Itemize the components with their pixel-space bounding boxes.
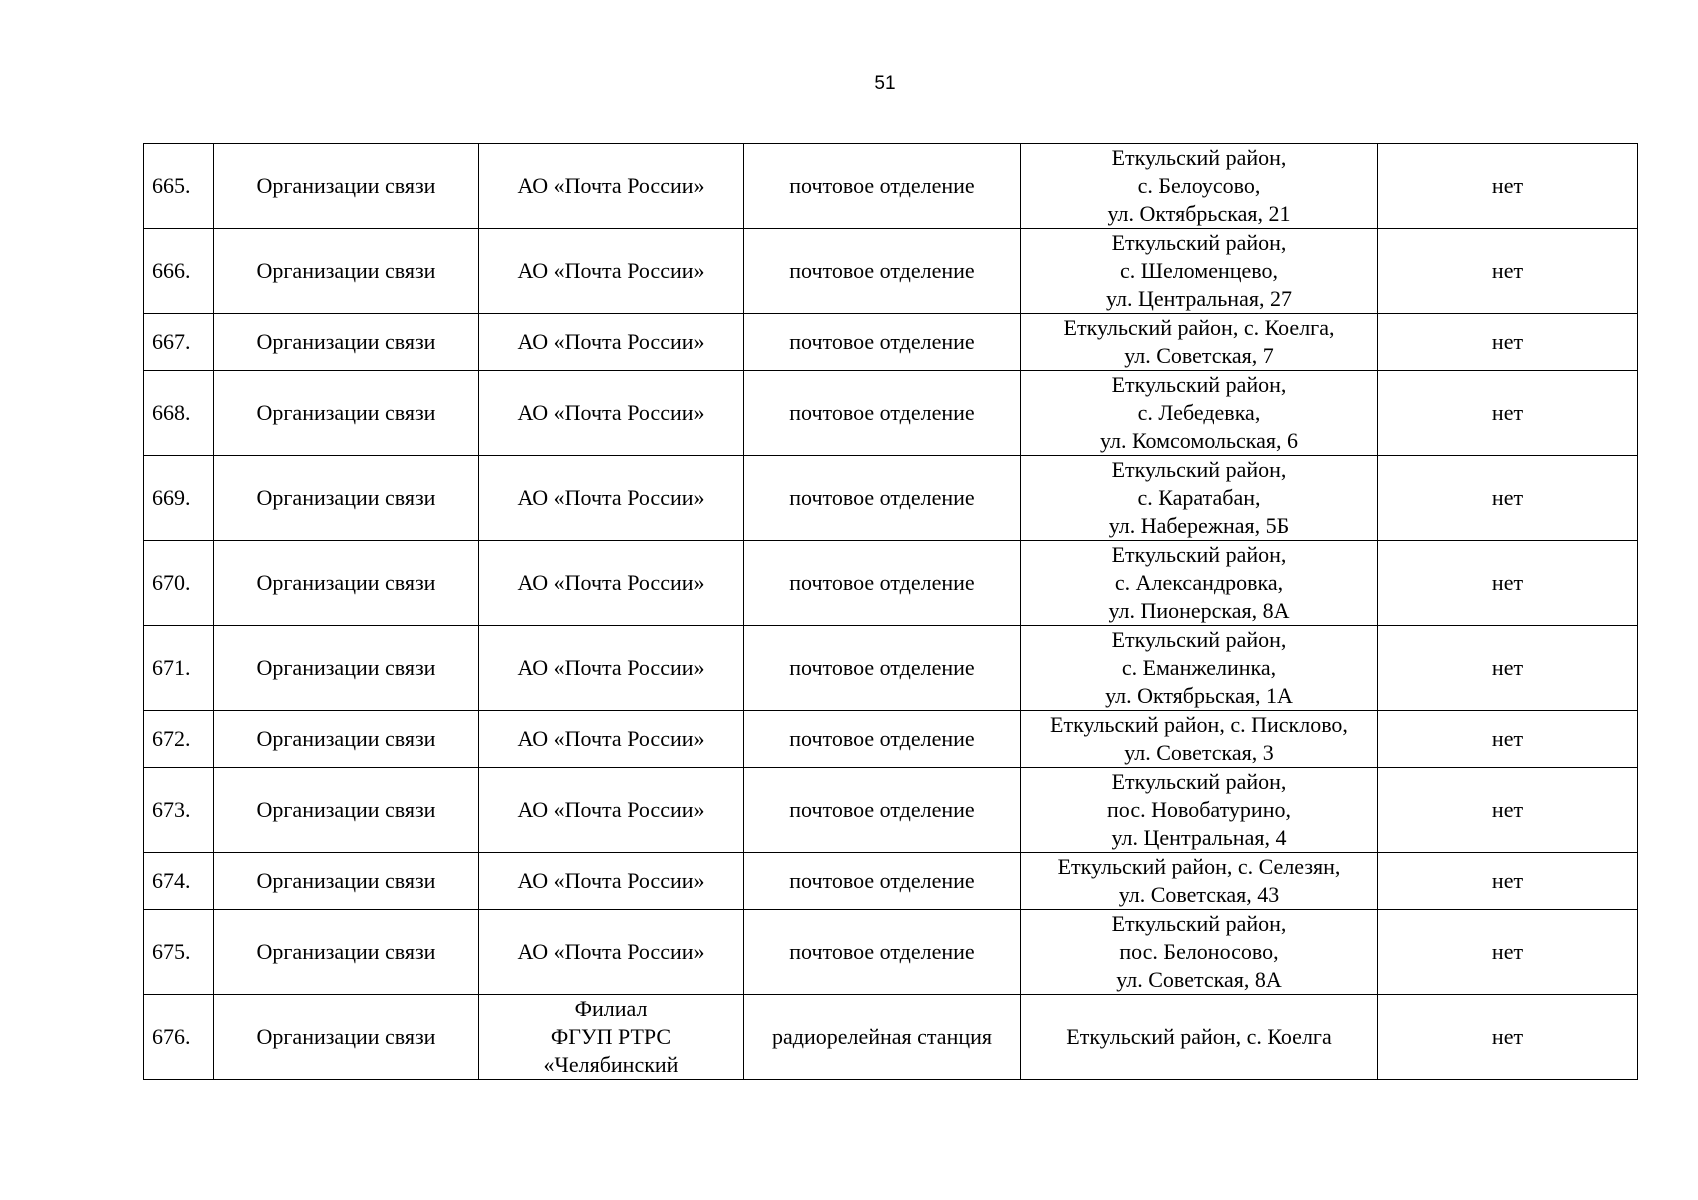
object-type-cell (744, 456, 1021, 541)
organization-cell (479, 995, 744, 1080)
object-type-cell (744, 711, 1021, 768)
row-number-cell (144, 371, 214, 456)
availability-cell (1378, 314, 1638, 371)
category-text: Организации связи (256, 1024, 436, 1049)
address-line: ул. Советская, 43 (1118, 882, 1280, 907)
category-text: Организации связи (256, 258, 436, 283)
address-line: Еткульский район, (1111, 372, 1287, 397)
category-cell (214, 853, 479, 910)
address-line: Еткульский район, (1111, 627, 1287, 652)
availability-text: нет (1491, 939, 1524, 964)
row-number-cell (144, 711, 214, 768)
address-line: с. Шеломенцево, (1119, 258, 1279, 283)
address-line: с. Александровка, (1114, 570, 1284, 595)
address-cell (1021, 371, 1378, 456)
address-line: ул. Набережная, 5Б (1108, 513, 1290, 538)
table-row (144, 711, 1638, 768)
table-row (144, 229, 1638, 314)
category-text: Организации связи (256, 570, 436, 595)
category-cell (214, 995, 479, 1080)
availability-text: нет (1491, 655, 1524, 680)
organization-cell (479, 853, 744, 910)
object-type-cell (744, 995, 1021, 1080)
row-number: 669. (152, 485, 191, 510)
address-line: ул. Центральная, 27 (1106, 286, 1292, 311)
table-row (144, 314, 1638, 371)
table-body (144, 144, 1638, 1080)
address-cell (1021, 541, 1378, 626)
address-line: ул. Центральная, 4 (1111, 825, 1287, 850)
availability-text: нет (1491, 400, 1524, 425)
organization-cell (479, 711, 744, 768)
address-line: Еткульский район, (1111, 145, 1287, 170)
category-text: Организации связи (256, 655, 436, 680)
object-type-text: почтовое отделение (789, 868, 975, 893)
object-type-text: почтовое отделение (789, 939, 975, 964)
organization-line: АО «Почта России» (517, 655, 705, 680)
availability-cell (1378, 229, 1638, 314)
organization-cell (479, 371, 744, 456)
address-cell (1021, 144, 1378, 229)
organization-line: АО «Почта России» (517, 868, 705, 893)
address-line: пос. Белоносово, (1119, 939, 1279, 964)
organization-line: «Челябинский (543, 1052, 679, 1077)
object-type-cell (744, 910, 1021, 995)
object-type-text: почтовое отделение (789, 655, 975, 680)
organization-line: ФГУП РТРС (550, 1024, 672, 1049)
availability-text: нет (1491, 173, 1524, 198)
organization-cell (479, 229, 744, 314)
category-text: Организации связи (256, 726, 436, 751)
availability-text: нет (1491, 329, 1524, 354)
object-type-cell (744, 768, 1021, 853)
category-cell (214, 456, 479, 541)
organization-line: АО «Почта России» (517, 329, 705, 354)
address-cell (1021, 229, 1378, 314)
organization-line: АО «Почта России» (517, 570, 705, 595)
availability-text: нет (1491, 258, 1524, 283)
organization-cell (479, 910, 744, 995)
object-type-cell (744, 144, 1021, 229)
address-line: с. Еманжелинка, (1121, 655, 1277, 680)
availability-text: нет (1491, 797, 1524, 822)
row-number: 672. (152, 726, 191, 751)
category-cell (214, 541, 479, 626)
address-line: Еткульский район, с. Коелга, (1063, 315, 1335, 340)
category-text: Организации связи (256, 797, 436, 822)
row-number: 668. (152, 400, 191, 425)
organization-line: АО «Почта России» (517, 400, 705, 425)
availability-cell (1378, 853, 1638, 910)
organization-line: АО «Почта России» (517, 173, 705, 198)
row-number: 673. (152, 797, 191, 822)
address-line: ул. Октябрьская, 21 (1107, 201, 1291, 226)
organization-line: АО «Почта России» (517, 258, 705, 283)
facilities-table (143, 143, 1638, 1080)
organization-line: АО «Почта России» (517, 797, 705, 822)
address-line: Еткульский район, (1111, 769, 1287, 794)
row-number-cell (144, 456, 214, 541)
category-text: Организации связи (256, 173, 436, 198)
address-cell (1021, 853, 1378, 910)
category-cell (214, 144, 479, 229)
organization-cell (479, 626, 744, 711)
address-line: с. Каратабан, (1137, 485, 1261, 510)
address-line: ул. Советская, 8А (1116, 967, 1282, 992)
category-cell (214, 314, 479, 371)
row-number-cell (144, 144, 214, 229)
organization-cell (479, 314, 744, 371)
address-line: Еткульский район, с. Селезян, (1057, 854, 1341, 879)
category-text: Организации связи (256, 485, 436, 510)
row-number-cell (144, 314, 214, 371)
address-line: с. Лебедевка, (1137, 400, 1261, 425)
table-row (144, 853, 1638, 910)
availability-cell (1378, 371, 1638, 456)
organization-cell (479, 144, 744, 229)
row-number: 671. (152, 655, 191, 680)
category-text: Организации связи (256, 329, 436, 354)
availability-text: нет (1491, 1024, 1524, 1049)
category-cell (214, 229, 479, 314)
organization-cell (479, 541, 744, 626)
table-row (144, 371, 1638, 456)
organization-line: Филиал (574, 996, 648, 1021)
availability-text: нет (1491, 726, 1524, 751)
row-number: 670. (152, 570, 191, 595)
address-cell (1021, 995, 1378, 1080)
address-line: ул. Советская, 3 (1124, 740, 1274, 765)
organization-cell (479, 456, 744, 541)
row-number: 674. (152, 868, 191, 893)
address-line: Еткульский район, (1111, 911, 1287, 936)
object-type-cell (744, 314, 1021, 371)
organization-line: АО «Почта России» (517, 939, 705, 964)
row-number: 666. (152, 258, 191, 283)
address-line: ул. Октябрьская, 1А (1105, 683, 1293, 708)
organization-line: АО «Почта России» (517, 726, 705, 751)
address-line: Еткульский район, (1111, 230, 1287, 255)
row-number: 675. (152, 939, 191, 964)
address-cell (1021, 314, 1378, 371)
category-cell (214, 910, 479, 995)
row-number: 665. (152, 173, 191, 198)
object-type-cell (744, 626, 1021, 711)
page-number: 51 (874, 73, 896, 94)
row-number-cell (144, 853, 214, 910)
row-number-cell (144, 626, 214, 711)
object-type-text: радиорелейная станция (771, 1024, 993, 1049)
address-cell (1021, 910, 1378, 995)
organization-line: АО «Почта России» (517, 485, 705, 510)
address-line: Еткульский район, с. Коелга (1066, 1024, 1332, 1049)
object-type-cell (744, 371, 1021, 456)
address-line: Еткульский район, (1111, 542, 1287, 567)
row-number-cell (144, 910, 214, 995)
address-line: ул. Комсомольская, 6 (1099, 428, 1299, 453)
row-number-cell (144, 541, 214, 626)
availability-cell (1378, 456, 1638, 541)
availability-cell (1378, 144, 1638, 229)
row-number: 667. (152, 329, 191, 354)
object-type-cell (744, 853, 1021, 910)
object-type-text: почтовое отделение (789, 797, 975, 822)
availability-cell (1378, 995, 1638, 1080)
object-type-text: почтовое отделение (789, 726, 975, 751)
address-cell (1021, 626, 1378, 711)
availability-cell (1378, 626, 1638, 711)
availability-text: нет (1491, 485, 1524, 510)
row-number-cell (144, 995, 214, 1080)
category-cell (214, 711, 479, 768)
table-row (144, 626, 1638, 711)
address-line: ул. Советская, 7 (1124, 343, 1274, 368)
address-cell (1021, 456, 1378, 541)
object-type-text: почтовое отделение (789, 570, 975, 595)
table-row (144, 541, 1638, 626)
availability-cell (1378, 910, 1638, 995)
table-row (144, 910, 1638, 995)
row-number-cell (144, 229, 214, 314)
category-text: Организации связи (256, 868, 436, 893)
category-cell (214, 371, 479, 456)
row-number-cell (144, 768, 214, 853)
object-type-cell (744, 541, 1021, 626)
table-row (144, 456, 1638, 541)
availability-cell (1378, 768, 1638, 853)
category-text: Организации связи (256, 939, 436, 964)
availability-text: нет (1491, 570, 1524, 595)
object-type-text: почтовое отделение (789, 485, 975, 510)
availability-text: нет (1491, 868, 1524, 893)
address-line: с. Белоусово, (1137, 173, 1261, 198)
object-type-text: почтовое отделение (789, 173, 975, 198)
organization-cell (479, 768, 744, 853)
object-type-text: почтовое отделение (789, 258, 975, 283)
availability-cell (1378, 711, 1638, 768)
table-row (144, 768, 1638, 853)
address-line: Еткульский район, с. Писклово, (1050, 712, 1348, 737)
object-type-cell (744, 229, 1021, 314)
availability-cell (1378, 541, 1638, 626)
category-cell (214, 626, 479, 711)
address-line: ул. Пионерская, 8А (1108, 598, 1290, 623)
address-line: пос. Новобатурино, (1107, 797, 1291, 822)
table-row (144, 144, 1638, 229)
row-number: 676. (152, 1024, 191, 1049)
object-type-text: почтовое отделение (789, 329, 975, 354)
address-cell (1021, 768, 1378, 853)
address-line: Еткульский район, (1111, 457, 1287, 482)
category-cell (214, 768, 479, 853)
category-text: Организации связи (256, 400, 436, 425)
table-row (144, 995, 1638, 1080)
address-cell (1021, 711, 1378, 768)
object-type-text: почтовое отделение (789, 400, 975, 425)
